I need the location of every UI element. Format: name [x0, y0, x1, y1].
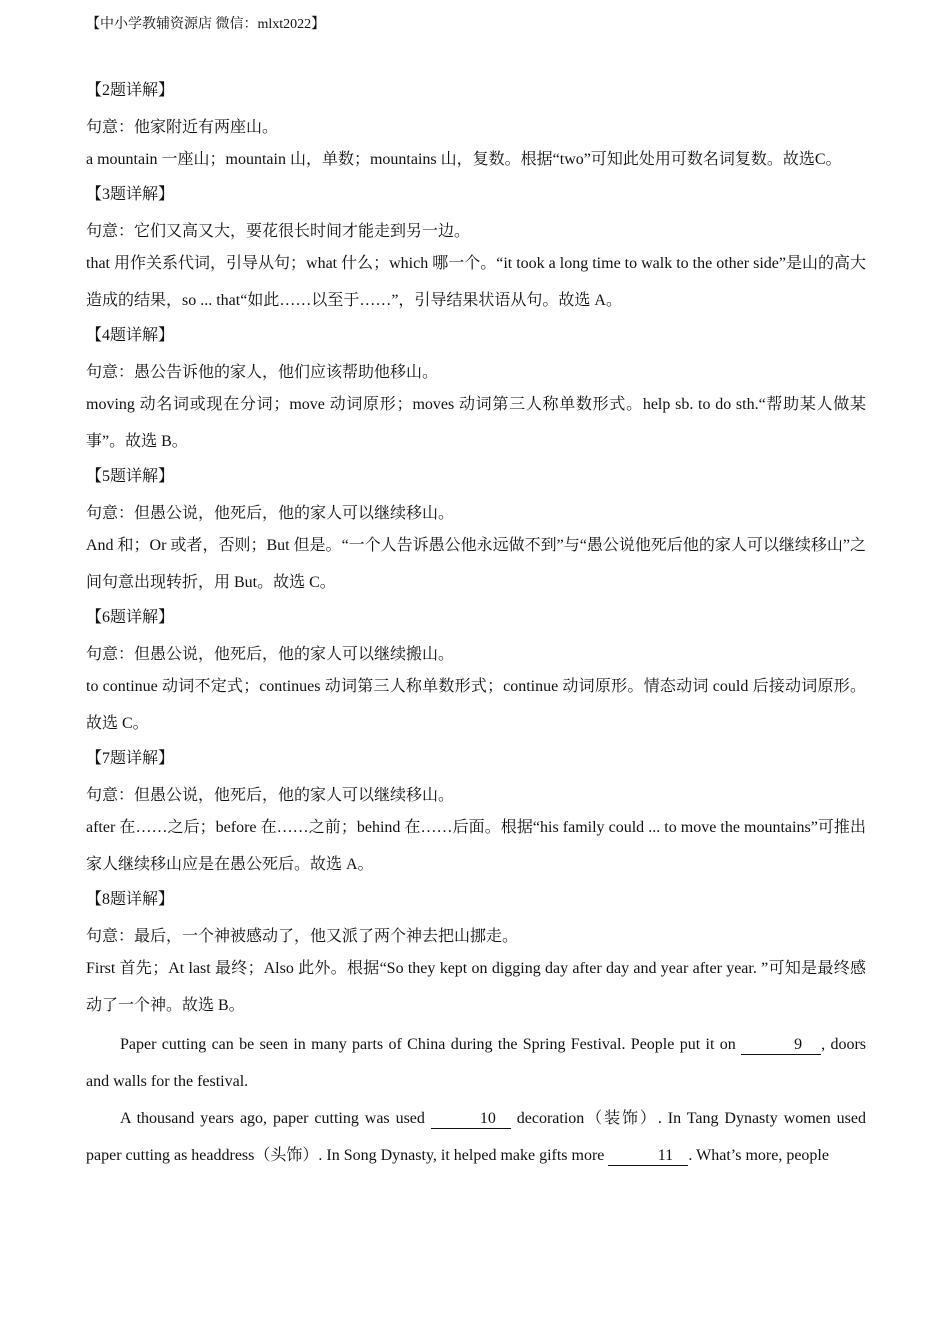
question-title: 【5题详解】	[86, 468, 175, 485]
sentence-meaning: 句意：最后，一个神被感动了，他又派了两个神去把山挪走。	[86, 928, 519, 945]
question-title: 【4题详解】	[86, 327, 175, 344]
passage-text: A thousand years ago, paper cutting was used	[120, 1110, 431, 1127]
answer-blank-9[interactable]: 9	[741, 1036, 821, 1055]
question-title: 【2题详解】	[86, 82, 175, 99]
analysis-text: First 首先；At last 最终；Also 此外。根据“So they kept on digging day after day and year after year. ”可知是最终感动了一个神。故选 B。	[86, 960, 866, 1014]
passage-paragraph-1	[86, 1026, 866, 1100]
sentence-meaning: 句意：但愚公说，他死后，他的家人可以继续搬山。	[86, 646, 455, 663]
analysis-text: to continue 动词不定式；continues 动词第三人称单数形式；continue 动词原形。情态动词 could 后接动词原形。故选 C。	[86, 678, 866, 732]
explanation-q2	[86, 76, 866, 180]
answer-blank-10[interactable]: 10	[431, 1110, 511, 1129]
passage-text: Paper cutting can be seen in many parts of China during the Spring Festival. People put it on	[120, 1036, 742, 1053]
sentence-meaning: 句意：愚公告诉他的家人，他们应该帮助他移山。	[86, 364, 439, 381]
analysis-text: moving 动名词或现在分词；move 动词原形；moves 动词第三人称单数形式。help sb. to do sth.“帮助某人做某事”。故选 B。	[86, 396, 866, 450]
analysis-text: that 用作关系代词，引导从句；what 什么；which 哪一个。“it took a long time to walk to the other side”是山的高大造成的结果，so ... that“如此……以至于……”，引导结果状语从句。故选 A。	[86, 255, 866, 309]
explanation-q4	[86, 321, 866, 462]
page-header: 【中小学教辅资源店 微信：mlxt2022】	[86, 17, 326, 32]
sentence-meaning: 句意：他家附近有两座山。	[86, 119, 279, 136]
question-title: 【8题详解】	[86, 891, 175, 908]
explanation-q7	[86, 744, 866, 885]
question-title: 【7题详解】	[86, 750, 175, 767]
answer-blank-11[interactable]: 11	[608, 1147, 688, 1166]
explanation-q5	[86, 462, 866, 603]
analysis-text: And 和；Or 或者，否则；But 但是。“一个人告诉愚公他永远做不到”与“愚公说他死后他的家人可以继续移山”之间句意出现转折，用 But。故选 C。	[86, 537, 866, 591]
question-title: 【3题详解】	[86, 186, 175, 203]
question-title: 【6题详解】	[86, 609, 175, 626]
document-body	[86, 76, 866, 1174]
explanation-q3	[86, 180, 866, 321]
sentence-meaning: 句意：但愚公说，他死后，他的家人可以继续移山。	[86, 505, 455, 522]
passage-text: . What’s more, people	[688, 1147, 829, 1164]
analysis-text: after 在……之后；before 在……之前；behind 在……后面。根据“his family could ... to move the mountains”可推出家人继续移山应是在愚公死后。故选 A。	[86, 819, 866, 873]
sentence-meaning: 句意：但愚公说，他死后，他的家人可以继续移山。	[86, 787, 455, 804]
sentence-meaning: 句意：它们又高又大，要花很长时间才能走到另一边。	[86, 223, 471, 240]
passage-text: decoration（装饰）. In Tang Dynasty women used paper cutting as headdress（头饰）. In Song Dynasty, it helped make gifts more	[86, 1110, 866, 1164]
explanation-q8	[86, 885, 866, 1026]
passage-paragraph-2	[86, 1100, 866, 1174]
explanation-q6	[86, 603, 866, 744]
passage-text: , doors and walls for the festival.	[86, 1036, 866, 1090]
analysis-text: a mountain 一座山；mountain 山，单数；mountains 山，复数。根据“two”可知此处用可数名词复数。故选C。	[86, 151, 842, 168]
